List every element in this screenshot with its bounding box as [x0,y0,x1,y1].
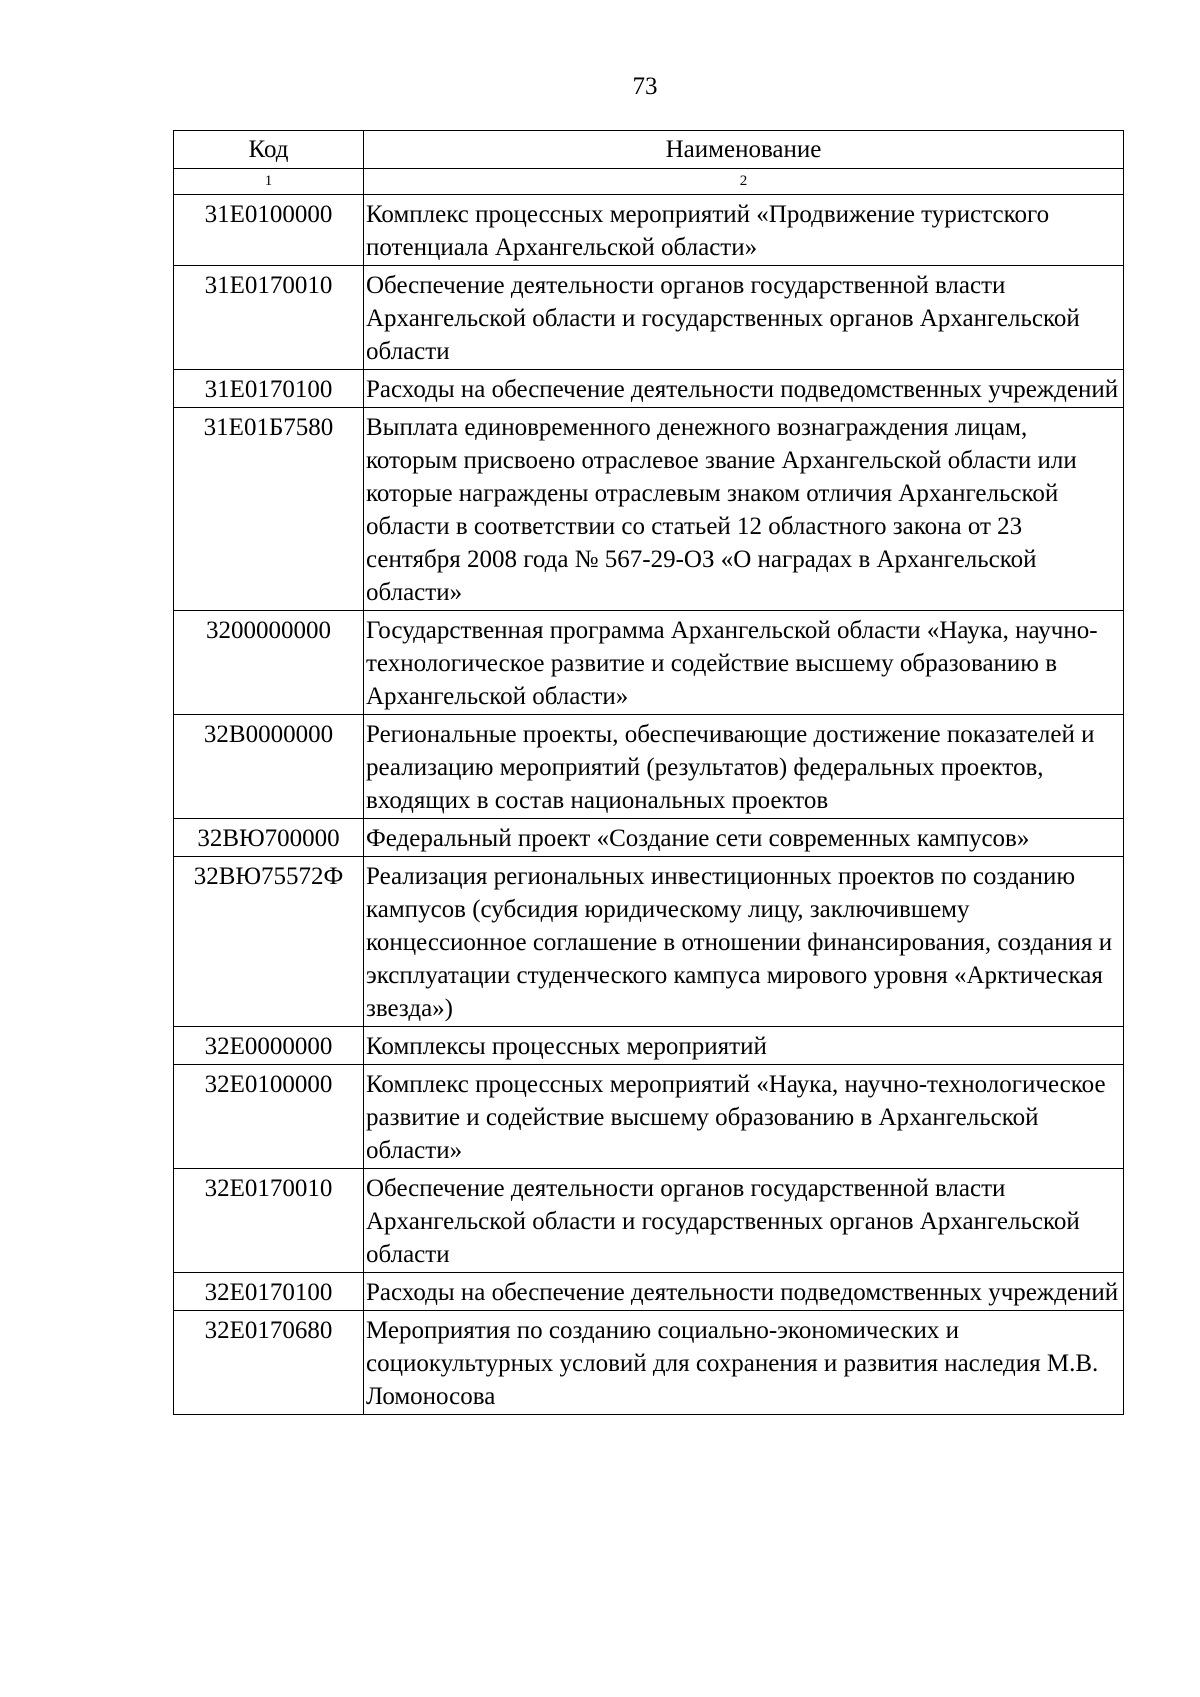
row-name: Государственная программа Архангельской области «Наука, научно-технологическое развитие и содействие высшему образованию в Архангельской области» [364,611,1124,715]
table-row [174,1065,1124,1169]
column-number-name: 2 [364,169,1124,195]
header-name: Наименование [364,131,1124,169]
row-code: 32Е0100000 [174,1065,364,1169]
row-code: 32Е0170100 [174,1273,364,1311]
row-name: Расходы на обеспечение деятельности подведомственных учреждений [364,1273,1124,1311]
table-row [174,266,1124,370]
row-name: Обеспечение деятельности органов государственной власти Архангельской области и государственных органов Архангельской области [364,1169,1124,1273]
page-number: 73 [632,73,658,100]
table-row [174,195,1124,266]
table-row [174,1311,1124,1415]
budget-code-table [173,130,1124,1415]
row-name: Комплексы процессных мероприятий [364,1027,1124,1065]
row-name: Региональные проекты, обеспечивающие достижение показателей и реализацию мероприятий (результатов) федеральных проектов, входящих в состав национальных проектов [364,715,1124,819]
row-name: Комплекс процессных мероприятий «Наука, научно-технологическое развитие и содействие высшему образованию в Архангельской области» [364,1065,1124,1169]
row-code: 31Е0100000 [174,195,364,266]
row-code: 32В0000000 [174,715,364,819]
row-code: 3200000000 [174,611,364,715]
row-name: Федеральный проект «Создание сети современных кампусов» [364,819,1124,857]
table-row [174,611,1124,715]
column-number-code: 1 [174,169,364,195]
table-row [174,408,1124,611]
row-code: 32Е0000000 [174,1027,364,1065]
row-code: 32ВЮ700000 [174,819,364,857]
table-row [174,1027,1124,1065]
row-name: Комплекс процессных мероприятий «Продвижение туристского потенциала Архангельской области» [364,195,1124,266]
row-code: 32Е0170010 [174,1169,364,1273]
table-row [174,715,1124,819]
table-row [174,1273,1124,1311]
table-row [174,370,1124,408]
table-row [174,1169,1124,1273]
row-name: Выплата единовременного денежного вознаграждения лицам, которым присвоено отраслевое звание Архангельской области или которые награждены отраслевым знаком отличия Архангельской области в соответствии со статьей 12 областного закона от 23 сентября 2008 года № 567-29-ОЗ «О наградах в Архангельской области» [364,408,1124,611]
table-row [174,857,1124,1027]
row-code: 31Е0170100 [174,370,364,408]
row-name: Мероприятия по созданию социально-экономических и социокультурных условий для сохранения и развития наследия М.В. Ломоносова [364,1311,1124,1415]
row-name: Расходы на обеспечение деятельности подведомственных учреждений [364,370,1124,408]
table-header-row [174,131,1124,169]
column-numbers-row [174,169,1124,195]
row-code: 32Е0170680 [174,1311,364,1415]
row-name: Обеспечение деятельности органов государственной власти Архангельской области и государственных органов Архангельской области [364,266,1124,370]
row-name: Реализация региональных инвестиционных проектов по созданию кампусов (субсидия юридическому лицу, заключившему концессионное соглашение в отношении финансирования, создания и эксплуатации студенческого кампуса мирового уровня «Арктическая звезда») [364,857,1124,1027]
row-code: 31Е0170010 [174,266,364,370]
header-code: Код [174,131,364,169]
table-row [174,819,1124,857]
row-code: 32ВЮ75572Ф [174,857,364,1027]
row-code: 31Е01Б7580 [174,408,364,611]
